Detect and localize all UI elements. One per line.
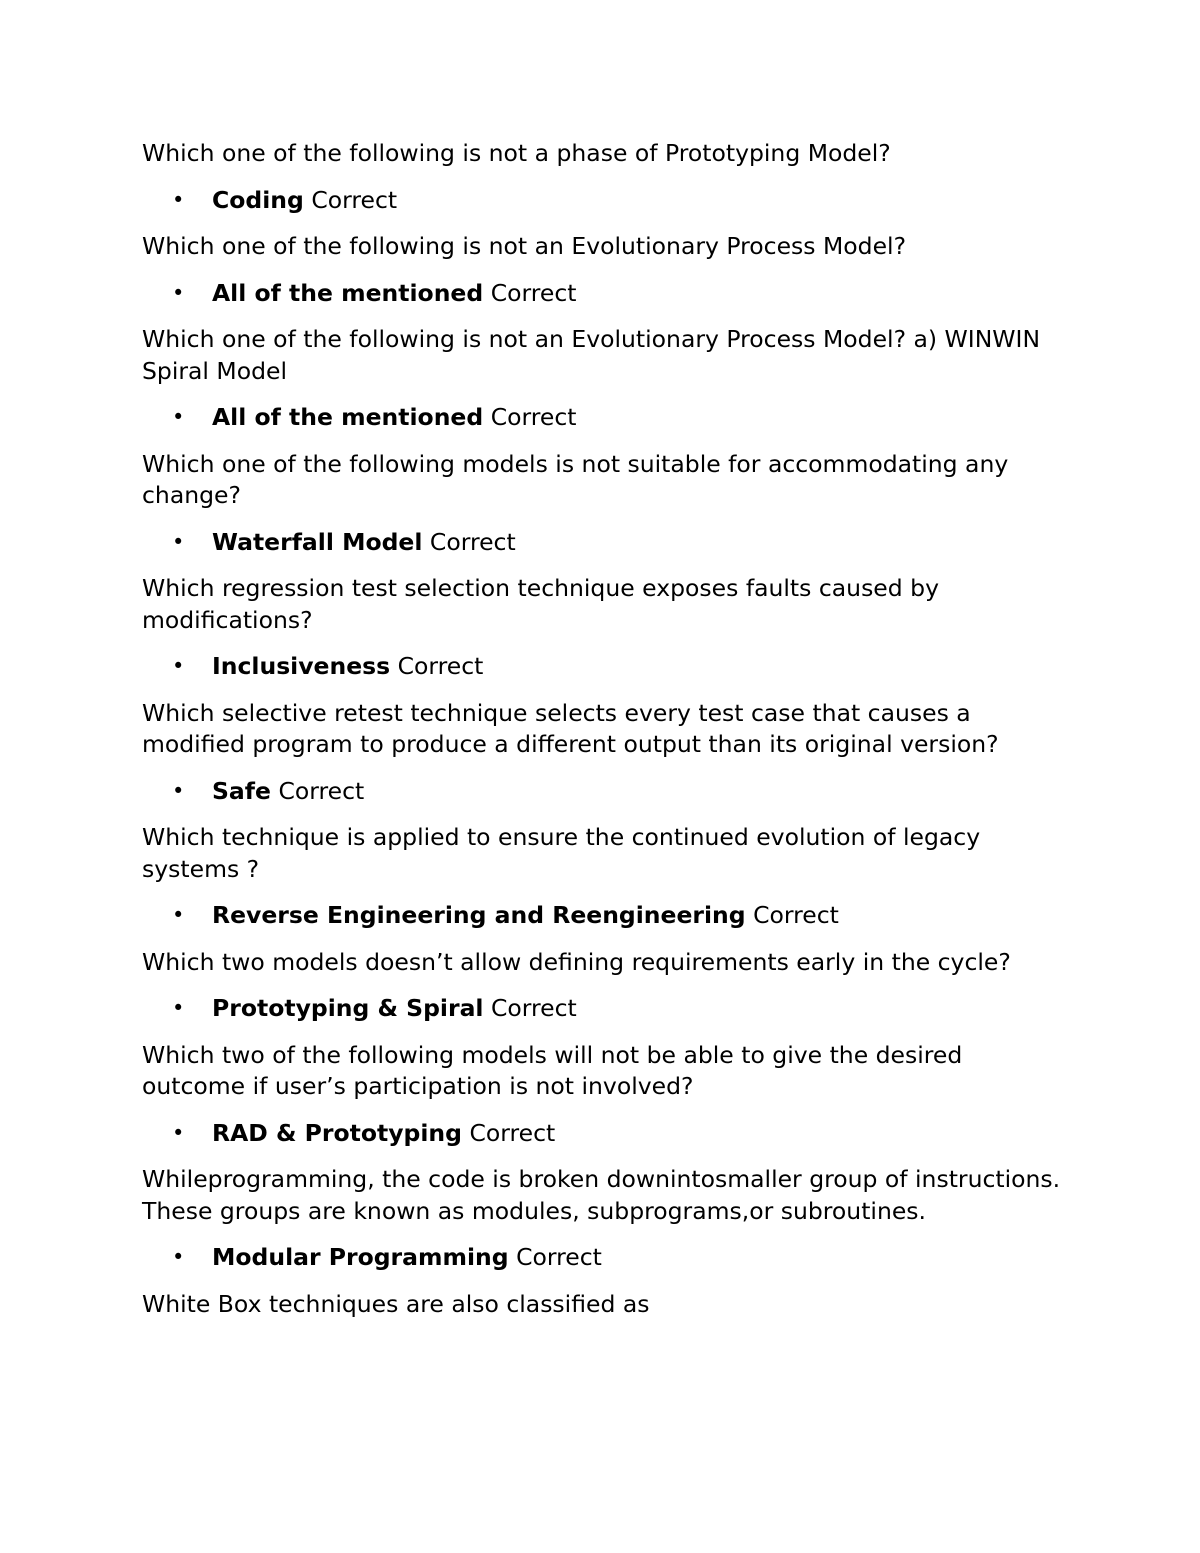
answer-list	[142, 1118, 1062, 1150]
question-text: Which one of the following is not a phase of Prototyping Model?	[142, 139, 891, 167]
answer-text: Waterfall Model	[212, 527, 423, 556]
question-text: Which one of the following is not an Evolutionary Process Model? a) WINWIN Spiral Model	[142, 325, 1041, 385]
answer-text: RAD & Prototyping	[212, 1118, 462, 1147]
status-label: Correct	[397, 652, 484, 680]
answer-item	[142, 993, 1062, 1025]
question-text: Which one of the following models is not suitable for accommodating any change?	[142, 449, 1009, 509]
question-text: Which two of the following models will not be able to give the desired outcome if user’s participation is not involved?	[142, 1040, 963, 1100]
answer-list	[142, 278, 1062, 310]
answer-list	[142, 527, 1062, 559]
bullet-icon: •	[172, 1245, 185, 1269]
answer-list	[142, 993, 1062, 1025]
final-question-text: White Box techniques are also classified as	[142, 1289, 650, 1318]
answer-list	[142, 651, 1062, 683]
status-label: Correct	[516, 1243, 602, 1271]
answer-text: All of the mentioned	[212, 278, 484, 307]
question-text: Which two models doesn’t allow defining requirements early in the cycle?	[142, 947, 1011, 976]
answer-text: Safe	[212, 776, 271, 805]
answer-item	[142, 1118, 1062, 1150]
status-label: Correct	[311, 185, 398, 214]
question-text: Which regression test selection technique exposes faults caused by modifications?	[142, 574, 939, 634]
status-label: Correct	[278, 776, 365, 805]
answer-item	[142, 776, 1062, 808]
answer-item	[142, 1242, 1062, 1274]
bullet-icon: •	[172, 187, 185, 212]
question-text: Which selective retest technique selects every test case that causes a modified program to produce a different output than its original version?	[142, 698, 999, 758]
status-label: Correct	[490, 278, 577, 307]
status-label: Correct	[753, 901, 839, 929]
bullet-icon: •	[172, 1120, 185, 1145]
answer-list	[142, 402, 1062, 434]
bullet-icon: •	[172, 778, 185, 803]
answer-text: Inclusiveness	[212, 652, 391, 680]
answer-list	[142, 185, 1062, 217]
bullet-icon: •	[172, 903, 185, 927]
bullet-icon: •	[172, 280, 185, 305]
answer-list	[142, 900, 1062, 932]
answer-text: All of the mentioned	[212, 403, 484, 431]
answer-text: Coding	[212, 185, 304, 214]
question-text: Which technique is applied to ensure the continued evolution of legacy systems ?	[142, 823, 981, 883]
answer-item	[142, 527, 1062, 559]
document-page	[142, 138, 1062, 1335]
status-label: Correct	[490, 994, 577, 1022]
bullet-icon: •	[172, 654, 185, 678]
answer-list	[142, 1242, 1062, 1274]
bullet-icon: •	[172, 996, 185, 1020]
status-label: Correct	[490, 403, 577, 431]
answer-item	[142, 185, 1062, 217]
status-label: Correct	[429, 527, 516, 556]
question-text: Whileprogramming, the code is broken downintosmaller group of instructions. These groups are known as modules, subprograms,or subroutines.	[142, 1165, 1061, 1225]
answer-item	[142, 402, 1062, 434]
answer-text: Modular Programming	[212, 1243, 509, 1271]
answer-text: Prototyping & Spiral	[212, 994, 484, 1022]
bullet-icon: •	[172, 529, 185, 554]
question-text: Which one of the following is not an Evolutionary Process Model?	[142, 232, 907, 260]
bullet-icon: •	[172, 405, 185, 429]
answer-item	[142, 900, 1062, 932]
answer-item	[142, 651, 1062, 683]
answer-text: Reverse Engineering and Reengineering	[212, 901, 746, 929]
answer-list	[142, 776, 1062, 808]
answer-item	[142, 278, 1062, 310]
status-label: Correct	[469, 1118, 556, 1147]
